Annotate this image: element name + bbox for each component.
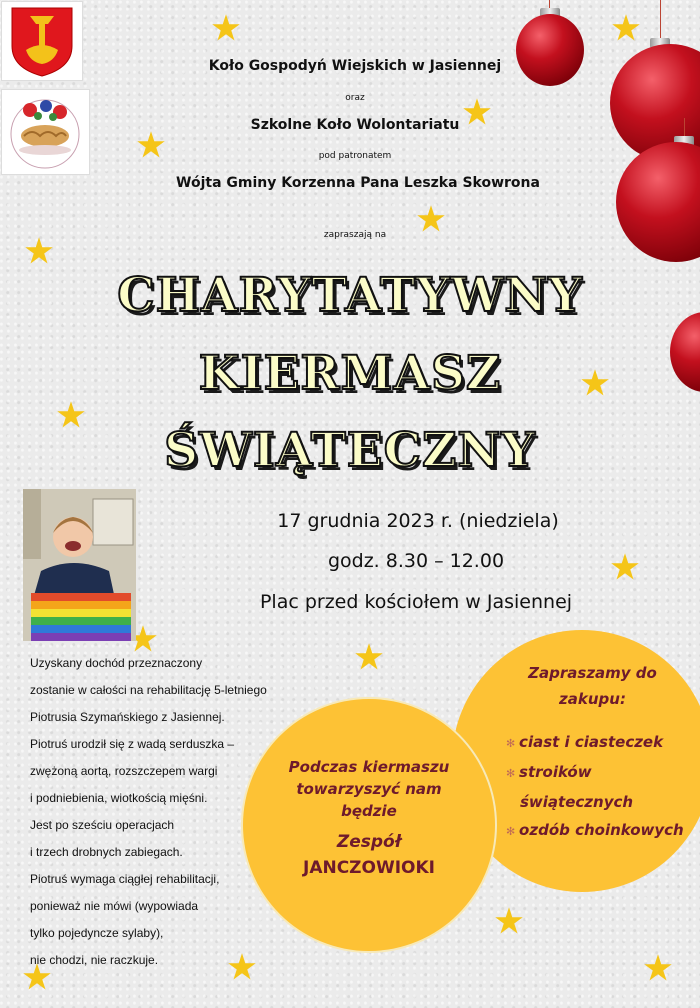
invite-label: zapraszają na bbox=[323, 230, 387, 240]
description-line: ponieważ nie mówi (wypowiada bbox=[30, 899, 199, 913]
ornament-string bbox=[660, 0, 661, 40]
band-intro-2: towarzyszyć nam bbox=[296, 780, 442, 798]
organizer-line-1: Koło Gospodyń Wiejskich w Jasiennej bbox=[208, 58, 502, 74]
bullet-icon: ✻ bbox=[506, 767, 520, 780]
star-icon bbox=[611, 13, 641, 43]
organizer-line-2: Szkolne Koło Wolontariatu bbox=[250, 117, 460, 133]
description-line: Uzyskany dochód przeznaczony bbox=[30, 656, 203, 670]
description-line: Piotruś urodził się z wadą serduszka – bbox=[30, 737, 235, 751]
band-circle bbox=[243, 699, 495, 951]
event-date: 17 grudnia 2023 r. (niedziela) bbox=[277, 510, 559, 532]
title-line-2: KIERMASZ bbox=[198, 346, 502, 401]
shop-heading-2: zakupu: bbox=[559, 690, 626, 708]
and-word: oraz bbox=[345, 93, 365, 103]
description-line: zostanie w całości na rehabilitację 5-letniego bbox=[30, 683, 267, 697]
band-name-2: JANCZOWIOKI bbox=[303, 858, 435, 878]
patron-line: Wójta Gminy Korzenna Pana Leszka Skowrona bbox=[176, 175, 540, 191]
description-line: i podniebienia, wiotkością mięśni. bbox=[30, 791, 208, 805]
shop-list bbox=[506, 728, 684, 846]
shop-item-continuation: świątecznych bbox=[520, 793, 634, 811]
description-line: Piotruś wymaga ciągłej rehabilitacji, bbox=[30, 872, 220, 886]
description-line: nie chodzi, nie raczkuje. bbox=[30, 953, 159, 967]
bullet-icon: ✻ bbox=[506, 737, 520, 750]
shop-item: ✻ stroików bbox=[506, 763, 592, 781]
title-line-1: CHARYTATYWNY bbox=[117, 268, 583, 323]
star-icon bbox=[227, 952, 257, 982]
description-line: zwężoną aortą, rozszczepem wargi bbox=[30, 764, 218, 778]
bullet-icon: ✻ bbox=[506, 825, 520, 838]
shop-heading-1: Zapraszamy do bbox=[528, 664, 657, 682]
event-time: godz. 8.30 – 12.00 bbox=[327, 550, 505, 572]
description-line: tylko pojedyncze sylaby), bbox=[30, 926, 164, 940]
star-icon bbox=[643, 953, 673, 983]
star-icon bbox=[24, 236, 54, 266]
band-name-1: Zespół bbox=[336, 832, 402, 852]
band-intro-3: będzie bbox=[341, 802, 397, 820]
shop-item: ✻ ozdób choinkowych bbox=[506, 821, 684, 839]
title-line-3: ŚWIĄTECZNY bbox=[164, 423, 536, 478]
band-intro-1: Podczas kiermaszu bbox=[288, 758, 450, 776]
event-place: Plac przed kościołem w Jasiennej bbox=[259, 591, 573, 613]
star-icon bbox=[354, 642, 384, 672]
patronage-label: pod patronatem bbox=[318, 151, 392, 161]
star-icon bbox=[494, 906, 524, 936]
description-line: Piotrusia Szymańskiego z Jasiennej. bbox=[30, 710, 225, 724]
description-line: i trzech drobnych zabiegach. bbox=[30, 845, 183, 859]
shop-item: ✻ ciast i ciasteczek bbox=[506, 733, 664, 751]
ornament-ball bbox=[516, 14, 584, 86]
star-icon bbox=[211, 13, 241, 43]
description-line: Jest po sześciu operacjach bbox=[30, 818, 175, 832]
